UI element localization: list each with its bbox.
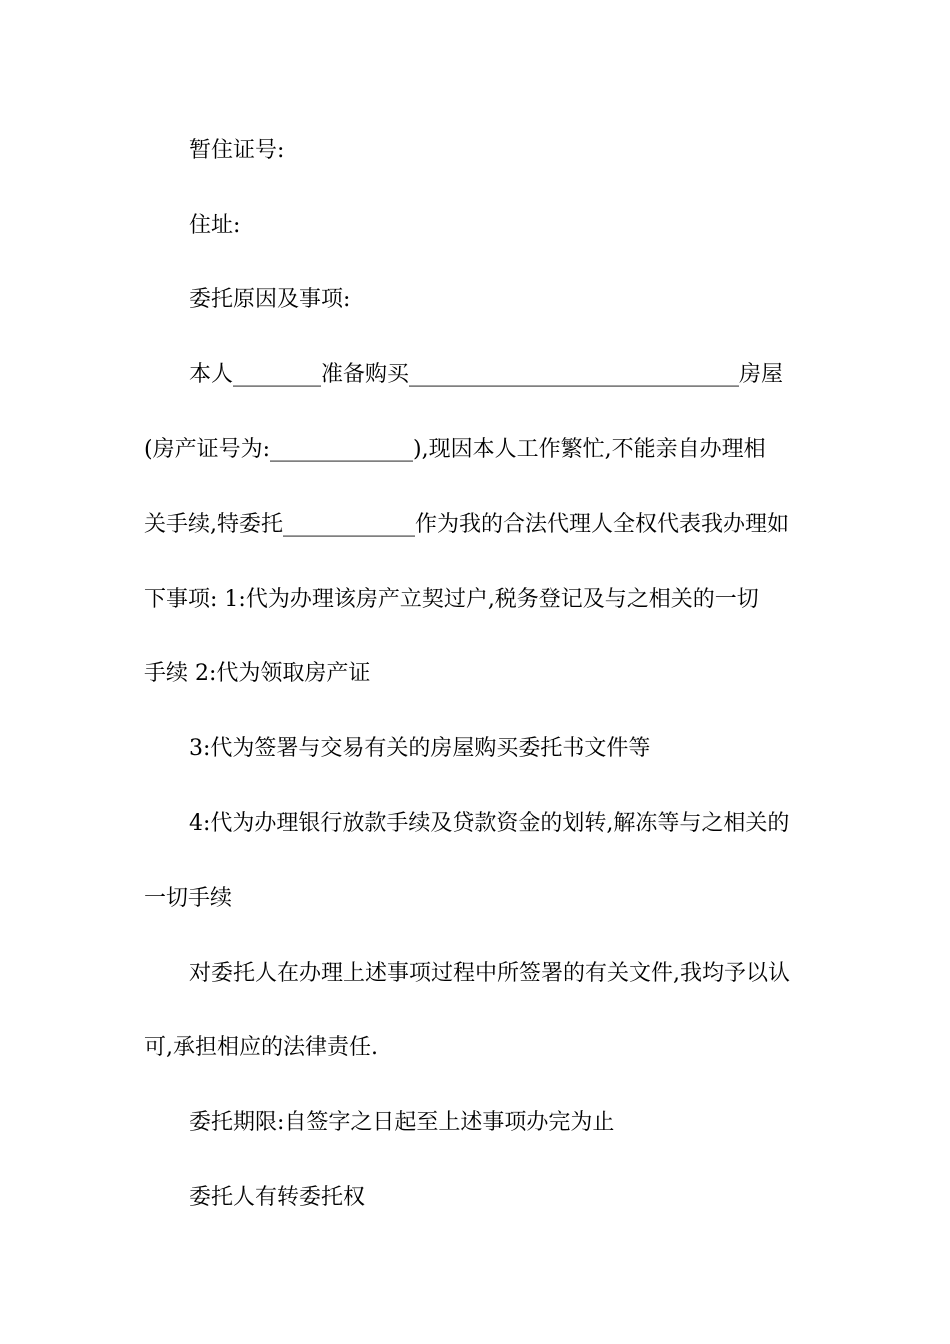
paragraph-line: 下事项: 1:代为办理该房产立契过户,税务登记及与之相关的一切 xyxy=(144,587,759,612)
address-line: 住址: xyxy=(189,213,241,238)
sub-delegation-line: 委托人有转委托权 xyxy=(189,1185,366,1210)
paragraph-line: (房产证号为:_____________),现因本人工作繁忙,不能亲自办理相 xyxy=(144,437,766,462)
entrust-period-line: 委托期限:自签字之日起至上述事项办完为止 xyxy=(189,1110,615,1135)
item-3-line: 3:代为签署与交易有关的房屋购买委托书文件等 xyxy=(189,736,651,761)
item-4-line: 4:代为办理银行放款手续及贷款资金的划转,解冻等与之相关的 xyxy=(189,811,790,836)
entrust-reason-heading: 委托原因及事项: xyxy=(189,287,351,312)
responsibility-line: 对委托人在办理上述事项过程中所签署的有关文件,我均予以认 xyxy=(189,961,790,986)
temporary-residence-permit-line: 暂住证号: xyxy=(189,138,285,163)
paragraph-line: 可,承担相应的法律责任. xyxy=(144,1035,378,1060)
paragraph-line: 本人________准备购买______________________________房屋 xyxy=(189,362,784,387)
paragraph-line: 手续 2:代为领取房产证 xyxy=(144,661,371,686)
paragraph-line: 一切手续 xyxy=(144,886,233,911)
paragraph-line: 关手续,特委托____________作为我的合法代理人全权代表我办理如 xyxy=(144,512,789,537)
